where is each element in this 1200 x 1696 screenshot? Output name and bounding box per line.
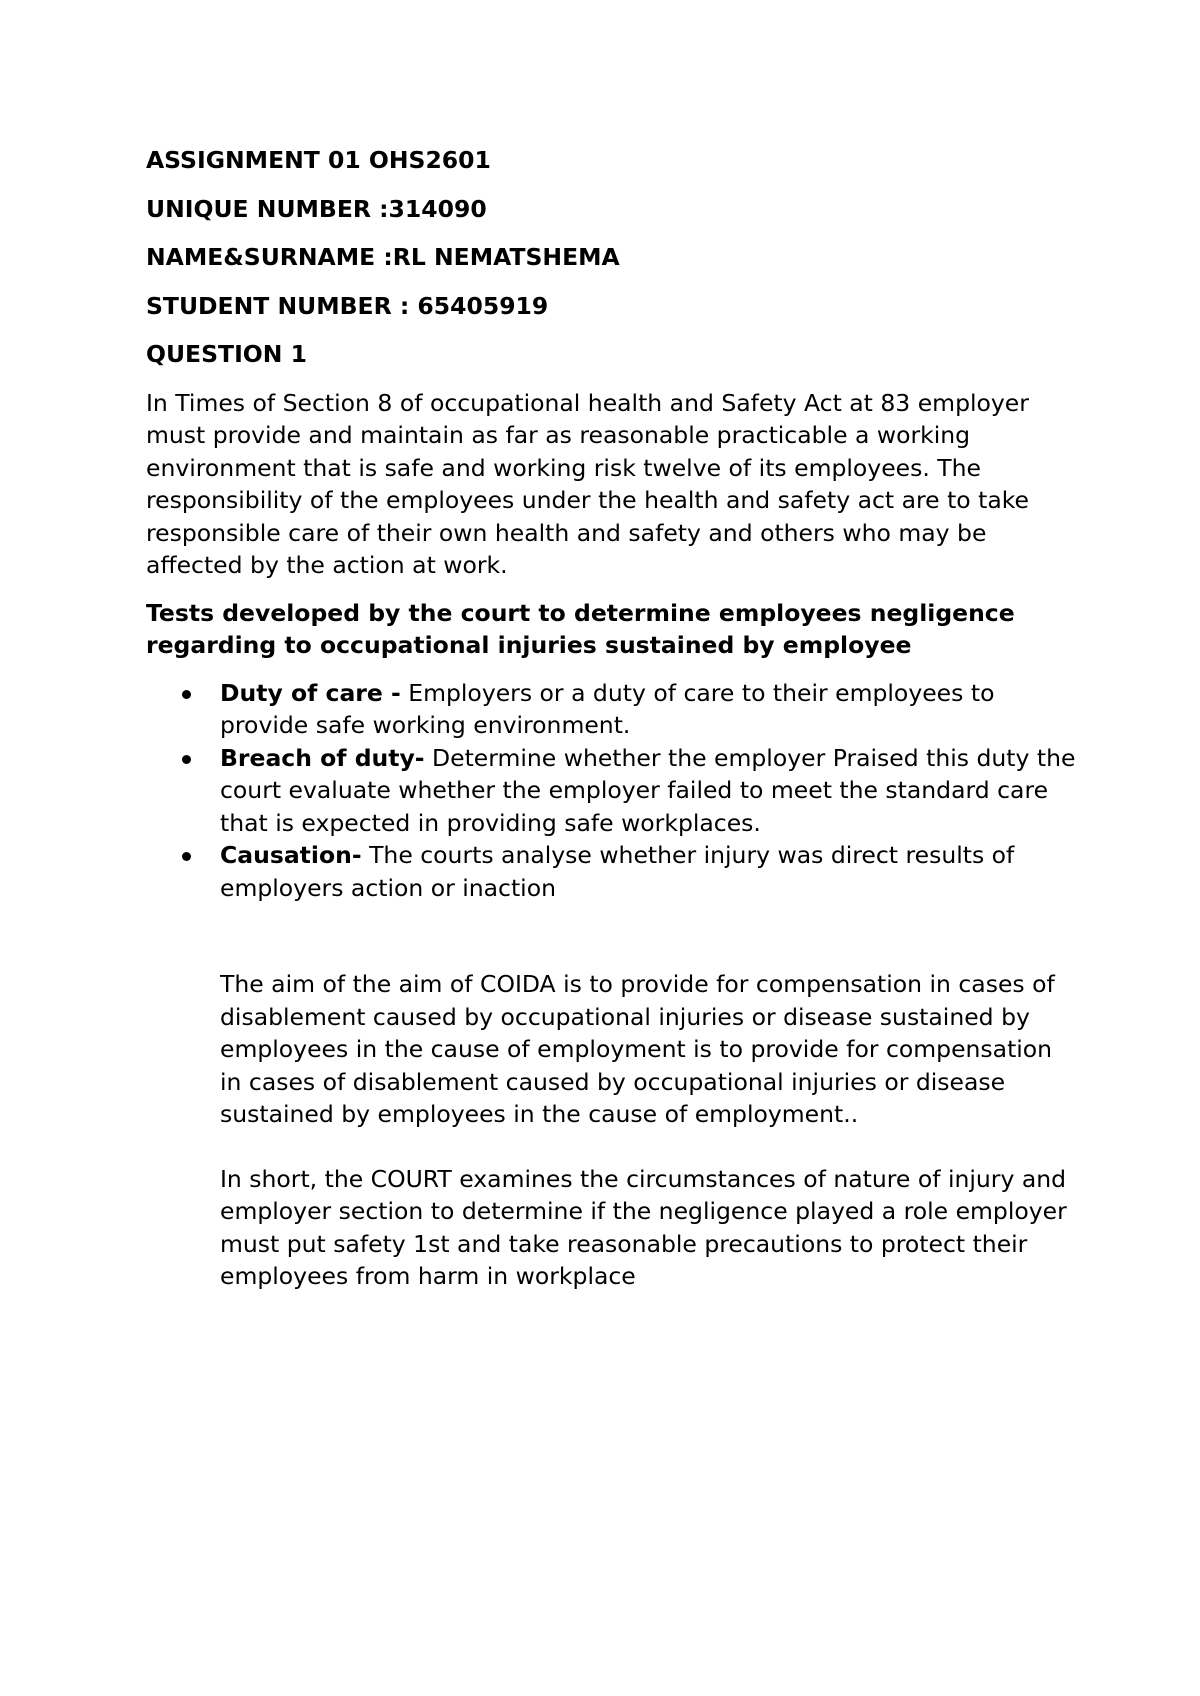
list-item bbox=[220, 839, 1080, 904]
student-name: NAME&SURNAME :RL NEMATSHEMA bbox=[146, 243, 620, 271]
question-heading: QUESTION 1 bbox=[146, 340, 307, 368]
test-term: Duty of care - bbox=[220, 678, 401, 707]
assignment-title: ASSIGNMENT 01 OHS2601 bbox=[146, 146, 491, 174]
bullet-icon bbox=[182, 690, 191, 699]
list-item bbox=[220, 742, 1080, 840]
test-description: Employers or a duty of care to their employees to provide safe working environment. bbox=[220, 678, 995, 739]
coida-paragraph: The aim of the aim of COIDA is to provide for compensation in cases of disablement caused by occupational injuries or disease sustained by employees in the cause of employment is to provide for compensation in cases of disablement caused by occupational injuries or disease sustained by employees in the cause of employment.. bbox=[220, 970, 1055, 1128]
bullet-icon bbox=[182, 852, 191, 861]
list-item bbox=[220, 677, 1080, 742]
intro-paragraph: In Times of Section 8 of occupational health and Safety Act at 83 employer must provide and maintain as far as reasonable practicable a working environment that is safe and working risk twelve of its employees. The responsibility of the employees under the health and safety act are to take responsible care of their own health and safety and others who may be affected by the action at work. bbox=[146, 388, 1029, 579]
tests-heading: Tests developed by the court to determine employees negligence regarding to occupational injuries sustained by employee bbox=[146, 598, 1015, 659]
test-term: Breach of duty- bbox=[220, 743, 425, 772]
test-description: The courts analyse whether injury was direct results of employers action or inaction bbox=[220, 841, 1015, 902]
summary-paragraph: In short, the COURT examines the circumstances of nature of injury and employer section to determine if the negligence played a role employer must put safety 1st and take reasonable precautions to protect their employees from harm in workplace bbox=[220, 1164, 1067, 1290]
tests-list bbox=[146, 677, 1080, 905]
student-number: STUDENT NUMBER : 65405919 bbox=[146, 291, 549, 320]
bullet-icon bbox=[182, 755, 191, 764]
test-term: Causation- bbox=[220, 841, 362, 869]
test-description: Determine whether the employer Praised this duty the court evaluate whether the employer failed to meet the standard care that is expected in providing safe workplaces. bbox=[220, 743, 1076, 837]
unique-number: UNIQUE NUMBER :314090 bbox=[146, 194, 487, 223]
